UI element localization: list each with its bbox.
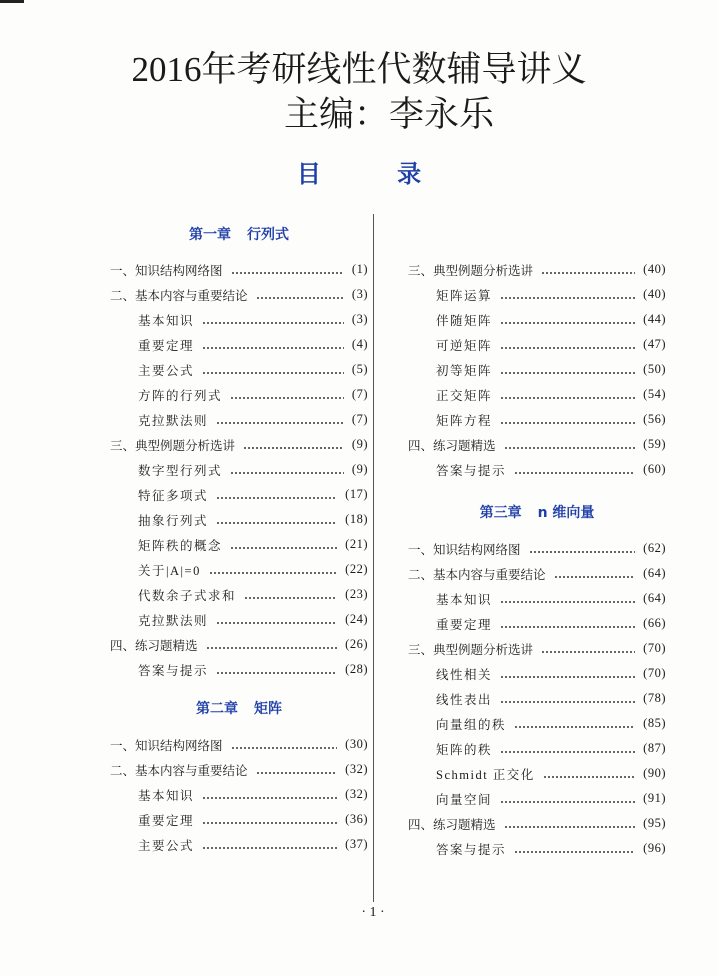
toc-entry[interactable] (408, 636, 666, 661)
toc-entry-page: (96) (643, 841, 666, 855)
toc-entry[interactable] (110, 507, 368, 532)
toc-entry-label: 正交矩阵 (436, 388, 493, 403)
chapter-number: 第三章 (479, 505, 522, 521)
toc-entry-label: 主要公式 (138, 363, 195, 378)
dot-leader (256, 297, 344, 299)
dot-leader (500, 601, 635, 603)
toc-entry-page: (32) (345, 787, 368, 801)
toc-entry[interactable] (110, 432, 368, 457)
toc-entry-page: (5) (351, 362, 368, 376)
toc-entry[interactable] (110, 557, 368, 582)
toc-entry-label: 二、基本内容与重要结论 (110, 763, 248, 778)
toc-entry-page: (26) (345, 637, 368, 651)
dot-leader (500, 297, 635, 299)
toc-entry[interactable] (110, 807, 368, 832)
toc-entry[interactable] (110, 732, 368, 757)
toc-entry[interactable] (408, 357, 666, 382)
dot-leader (202, 797, 337, 799)
toc-entry-page: (64) (643, 591, 666, 605)
toc-entry-page: (37) (345, 837, 368, 851)
toc-entry[interactable] (408, 586, 666, 611)
toc-left-column (110, 220, 368, 857)
toc-entry[interactable] (408, 536, 666, 561)
toc-entry-label: 一、知识结构网络图 (408, 542, 521, 557)
toc-entry-page: (9) (351, 462, 368, 476)
toc-entry[interactable] (408, 332, 666, 357)
toc-entry-label: 三、典型例题分析选讲 (408, 642, 534, 657)
toc-entry-label: 四、练习题精选 (408, 438, 496, 453)
toc-entry[interactable] (110, 257, 368, 282)
toc-entry-page: (54) (643, 387, 666, 401)
toc-entry-label: 二、基本内容与重要结论 (110, 288, 248, 303)
toc-entry-page: (56) (643, 412, 666, 426)
toc-entry-label: 三、典型例题分析选讲 (110, 438, 236, 453)
toc-entry[interactable] (408, 432, 666, 457)
toc-entry-label: 克拉默法则 (138, 413, 209, 428)
toc-entry-page: (21) (345, 537, 368, 551)
toc-entry-page: (47) (643, 337, 666, 351)
toc-entry-label: 克拉默法则 (138, 613, 209, 628)
dot-leader (206, 647, 338, 649)
toc-entry-label: 向量空间 (436, 792, 493, 807)
document-title: 2016年考研线性代数辅导讲义 (131, 50, 587, 89)
toc-entry-page: (40) (643, 262, 666, 276)
dot-leader (514, 851, 635, 853)
dot-leader (202, 822, 337, 824)
dot-leader (231, 272, 344, 274)
dot-leader (500, 626, 635, 628)
toc-entry-page: (50) (643, 362, 666, 376)
dot-leader (243, 447, 344, 449)
chapter-number: 第二章 (196, 701, 238, 717)
toc-entry[interactable] (408, 761, 666, 786)
toc-entry[interactable] (110, 532, 368, 557)
toc-entry-label: 向量组的秩 (436, 717, 507, 732)
toc-entry-label: 矩阵运算 (436, 288, 493, 303)
toc-entry-label: 方阵的行列式 (138, 388, 223, 403)
toc-entry[interactable] (110, 782, 368, 807)
toc-entry[interactable] (408, 836, 666, 861)
dot-leader (543, 776, 635, 778)
toc-entry-label: 矩阵秩的概念 (138, 538, 223, 553)
toc-entry-label: 线性相关 (436, 667, 493, 682)
dot-leader (500, 347, 635, 349)
column-divider (373, 214, 374, 902)
toc-entry-label: 答案与提示 (138, 663, 209, 678)
toc-entry-label: 一、知识结构网络图 (110, 263, 223, 278)
toc-entry-label: 代数余子式求和 (138, 588, 237, 603)
dot-leader (554, 576, 636, 578)
toc-entry-label: 抽象行列式 (138, 513, 209, 528)
toc-entry-page: (9) (351, 437, 368, 451)
toc-entry[interactable] (110, 407, 368, 432)
toc-entry-label: 特征多项式 (138, 488, 209, 503)
toc-entry-label: 初等矩阵 (436, 363, 493, 378)
dot-leader (244, 597, 337, 599)
dot-leader (216, 522, 337, 524)
toc-entry-label: 可逆矩阵 (436, 338, 493, 353)
dot-leader (209, 572, 337, 574)
toc-entry[interactable] (408, 257, 666, 282)
toc-entry-label: 答案与提示 (436, 463, 507, 478)
dot-leader (202, 347, 344, 349)
toc-entry-page: (23) (345, 587, 368, 601)
toc-entry-label: 伴随矩阵 (436, 313, 493, 328)
toc-entry[interactable] (110, 382, 368, 407)
toc-entry[interactable] (110, 307, 368, 332)
toc-entry-label: 数字型行列式 (138, 463, 223, 478)
toc-entry-label: 线性表出 (436, 692, 493, 707)
toc-entry-page: (62) (643, 541, 666, 555)
dot-leader (529, 551, 636, 553)
toc-entry-page: (1) (351, 262, 368, 276)
toc-entry[interactable] (408, 686, 666, 711)
chapter-heading (110, 220, 368, 250)
dot-leader (216, 622, 337, 624)
toc-entry[interactable] (408, 382, 666, 407)
chapter-heading (408, 498, 666, 528)
dot-leader (500, 751, 635, 753)
dot-leader (500, 676, 635, 678)
chapter-heading (110, 694, 368, 724)
toc-entry-page: (30) (345, 737, 368, 751)
toc-entry-page: (70) (643, 666, 666, 680)
dot-leader (541, 272, 635, 274)
toc-entry-label: 一、知识结构网络图 (110, 738, 223, 753)
toc-entry-page: (70) (643, 641, 666, 655)
toc-entry-page: (44) (643, 312, 666, 326)
dot-leader (230, 547, 337, 549)
toc-entry-label: 矩阵的秩 (436, 742, 493, 757)
chapter-name: 行列式 (247, 227, 289, 243)
page-number: · 1 · (361, 905, 385, 920)
dot-leader (231, 747, 338, 749)
toc-entry-page: (78) (643, 691, 666, 705)
dot-leader (202, 847, 337, 849)
toc-entry-page: (64) (643, 566, 666, 580)
dot-leader (541, 651, 635, 653)
toc-entry-page: (7) (351, 387, 368, 401)
toc-entry-label: 重要定理 (138, 813, 195, 828)
dot-leader (500, 801, 635, 803)
dot-leader (500, 701, 635, 703)
toc-entry-page: (7) (351, 412, 368, 426)
chapter-3-entries (408, 536, 666, 861)
toc-entry[interactable] (110, 282, 368, 307)
toc-entry-label: Schmidt 正交化 (436, 767, 535, 782)
dot-leader (230, 397, 344, 399)
toc-entry[interactable] (110, 832, 368, 857)
toc-entry[interactable] (408, 407, 666, 432)
toc-right-column (408, 257, 666, 861)
dot-leader (500, 322, 635, 324)
chapter-name: n 维向量 (537, 505, 595, 521)
toc-entry[interactable] (408, 561, 666, 586)
toc-entry-page: (28) (345, 662, 368, 676)
dot-leader (504, 826, 636, 828)
dot-leader (230, 472, 344, 474)
toc-entry[interactable] (408, 736, 666, 761)
toc-entry-label: 重要定理 (138, 338, 195, 353)
toc-entry-page: (59) (643, 437, 666, 451)
document-editor: 主编：李永乐 (283, 95, 494, 134)
toc-entry-page: (95) (643, 816, 666, 830)
dot-leader (500, 397, 635, 399)
toc-entry-label: 三、典型例题分析选讲 (408, 263, 534, 278)
toc-entry[interactable] (408, 786, 666, 811)
dot-leader (514, 472, 635, 474)
toc-entry-page: (17) (345, 487, 368, 501)
toc-entry-label: 基本知识 (138, 313, 195, 328)
toc-entry-page: (32) (345, 762, 368, 776)
toc-entry-page: (87) (643, 741, 666, 755)
toc-entry-page: (85) (643, 716, 666, 730)
toc-entry[interactable] (408, 611, 666, 636)
toc-entry[interactable] (408, 811, 666, 836)
toc-entry[interactable] (408, 661, 666, 686)
toc-entry-page: (91) (643, 791, 666, 805)
toc-entry[interactable] (110, 632, 368, 657)
toc-entry[interactable] (110, 357, 368, 382)
dot-leader (202, 372, 344, 374)
toc-heading: 目 录 (296, 160, 456, 188)
toc-entry[interactable] (408, 711, 666, 736)
dot-leader (216, 672, 337, 674)
chapter-name: 矩阵 (254, 701, 282, 717)
toc-entry[interactable] (408, 307, 666, 332)
dot-leader (514, 726, 635, 728)
toc-entry-page: (3) (351, 287, 368, 301)
toc-entry[interactable] (110, 482, 368, 507)
toc-entry-label: 答案与提示 (436, 842, 507, 857)
toc-entry-label: 重要定理 (436, 617, 493, 632)
toc-entry-page: (18) (345, 512, 368, 526)
toc-entry-label: 主要公式 (138, 838, 195, 853)
toc-entry-page: (24) (345, 612, 368, 626)
dot-leader (500, 422, 635, 424)
dot-leader (256, 772, 338, 774)
toc-entry[interactable] (110, 457, 368, 482)
chapter-2-entries-part1 (110, 732, 368, 857)
dot-leader (504, 447, 636, 449)
toc-entry-page: (3) (351, 312, 368, 326)
toc-entry[interactable] (110, 607, 368, 632)
toc-entry-label: 基本知识 (138, 788, 195, 803)
toc-entry-page: (22) (345, 562, 368, 576)
toc-entry[interactable] (408, 282, 666, 307)
toc-entry-label: 矩阵方程 (436, 413, 493, 428)
toc-entry-label: 基本知识 (436, 592, 493, 607)
toc-entry-page: (4) (351, 337, 368, 351)
toc-entry-page: (60) (643, 462, 666, 476)
dot-leader (500, 372, 635, 374)
toc-entry[interactable] (110, 332, 368, 357)
chapter-number: 第一章 (189, 227, 231, 243)
toc-entry-label: 四、练习题精选 (408, 817, 496, 832)
toc-entry-label: 二、基本内容与重要结论 (408, 567, 546, 582)
toc-entry-label: 四、练习题精选 (110, 638, 198, 653)
toc-entry-page: (90) (643, 766, 666, 780)
toc-entry[interactable] (110, 757, 368, 782)
chapter-1-entries (110, 257, 368, 682)
toc-entry-page: (36) (345, 812, 368, 826)
toc-entry[interactable] (408, 457, 666, 482)
chapter-2-entries-part2 (408, 257, 666, 482)
dot-leader (216, 422, 344, 424)
toc-entry-page: (66) (643, 616, 666, 630)
dot-leader (216, 497, 337, 499)
scan-edge-mark (0, 0, 24, 3)
dot-leader (202, 322, 344, 324)
toc-entry[interactable] (110, 582, 368, 607)
toc-entry[interactable] (110, 657, 368, 682)
toc-entry-label: 关于|A|=0 (138, 563, 201, 578)
toc-entry-page: (40) (643, 287, 666, 301)
